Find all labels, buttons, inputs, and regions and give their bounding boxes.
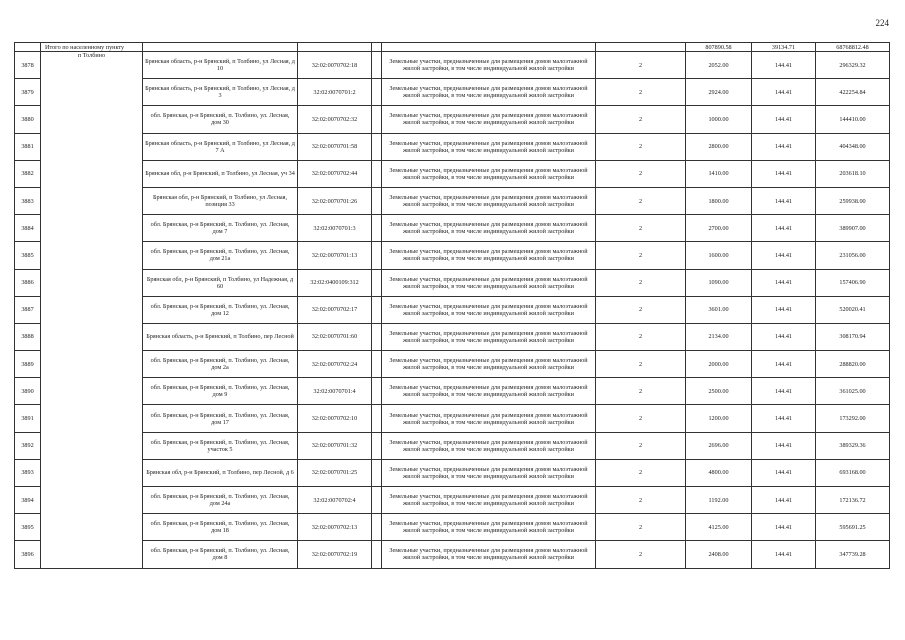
cadastral-number: 32:02:0070702:32 xyxy=(298,106,372,133)
land-purpose: Земельные участки, предназначенные для размещения домов малоэтажной жилой застройки, в том числе индивидуальной жилой застройки xyxy=(382,296,596,323)
gap-cell xyxy=(372,323,382,350)
cadastral-value: 172136.72 xyxy=(816,487,890,514)
address-cell: Брянская область, р-н Брянский, п Толбино, ул Лесная, д 3 xyxy=(143,79,298,106)
cadastral-value: 595691.25 xyxy=(816,514,890,541)
address-cell: Брянская обл, р-н Брянский, п Толбино, пер Лесной, д 6 xyxy=(143,459,298,486)
gap-cell xyxy=(372,79,382,106)
address-cell: обл. Брянская, р-н Брянский, п. Толбино, ул. Лесная, дом 7 xyxy=(143,215,298,242)
category-code: 2 xyxy=(596,269,686,296)
area-value: 1600.00 xyxy=(686,242,752,269)
row-number: 3896 xyxy=(15,541,41,568)
settlement-cell xyxy=(41,405,143,432)
specific-value: 144.41 xyxy=(752,133,816,160)
category-code: 2 xyxy=(596,459,686,486)
settlement-cell xyxy=(41,378,143,405)
cadastral-value: 296329.32 xyxy=(816,52,890,79)
cadastral-number: 32:02:0070702:17 xyxy=(298,296,372,323)
settlement-cell xyxy=(41,106,143,133)
category-code: 2 xyxy=(596,160,686,187)
address-cell: обл. Брянская, р-н Брянский, п. Толбино, ул. Лесная, дом 21а xyxy=(143,242,298,269)
total-rate: 39134.71 xyxy=(752,43,816,52)
settlement-cell xyxy=(41,514,143,541)
specific-value: 144.41 xyxy=(752,351,816,378)
gap-cell xyxy=(372,432,382,459)
category-code: 2 xyxy=(596,52,686,79)
category-code: 2 xyxy=(596,242,686,269)
land-purpose: Земельные участки, предназначенные для размещения домов малоэтажной жилой застройки, в том числе индивидуальной жилой застройки xyxy=(382,323,596,350)
page-number: 224 xyxy=(875,18,889,28)
land-purpose: Земельные участки, предназначенные для размещения домов малоэтажной жилой застройки, в том числе индивидуальной жилой застройки xyxy=(382,52,596,79)
row-number: 3885 xyxy=(15,242,41,269)
area-value: 2800.00 xyxy=(686,133,752,160)
address-cell: Брянская область, р-н Брянский, п Толбино, ул Лесная, д 7 А xyxy=(143,133,298,160)
specific-value: 144.41 xyxy=(752,160,816,187)
category-code: 2 xyxy=(596,378,686,405)
table-row xyxy=(15,405,890,432)
land-purpose: Земельные участки, предназначенные для размещения домов малоэтажной жилой застройки, в том числе индивидуальной жилой застройки xyxy=(382,215,596,242)
row-number: 3879 xyxy=(15,79,41,106)
cadastral-number: 32:02:0070701:26 xyxy=(298,187,372,214)
specific-value: 144.41 xyxy=(752,405,816,432)
table-row xyxy=(15,52,890,79)
table-body xyxy=(15,43,890,569)
specific-value: 144.41 xyxy=(752,79,816,106)
table-row xyxy=(15,160,890,187)
total-num-cell xyxy=(15,43,41,52)
settlement-cell: п Толбино xyxy=(41,52,143,79)
area-value: 1410.00 xyxy=(686,160,752,187)
gap-cell xyxy=(372,378,382,405)
cadastral-value: 520020.41 xyxy=(816,296,890,323)
land-purpose: Земельные участки, предназначенные для размещения домов малоэтажной жилой застройки, в том числе индивидуальной жилой застройки xyxy=(382,133,596,160)
specific-value: 144.41 xyxy=(752,323,816,350)
gap-cell xyxy=(372,215,382,242)
gap-cell xyxy=(372,296,382,323)
settlement-cell xyxy=(41,459,143,486)
total-gap-cell xyxy=(372,43,382,52)
gap-cell xyxy=(372,52,382,79)
cadastral-value: 693168.00 xyxy=(816,459,890,486)
cadastral-number: 32:02:0070701:60 xyxy=(298,323,372,350)
cadastral-value: 389907.00 xyxy=(816,215,890,242)
total-row xyxy=(15,43,890,52)
settlement-cell xyxy=(41,160,143,187)
cadastral-value: 259938.00 xyxy=(816,187,890,214)
land-purpose: Земельные участки, предназначенные для размещения домов малоэтажной жилой застройки, в том числе индивидуальной жилой застройки xyxy=(382,378,596,405)
area-value: 2134.00 xyxy=(686,323,752,350)
settlement-cell xyxy=(41,79,143,106)
land-purpose: Земельные участки, предназначенные для размещения домов малоэтажной жилой застройки, в том числе индивидуальной жилой застройки xyxy=(382,269,596,296)
row-number: 3890 xyxy=(15,378,41,405)
row-number: 3878 xyxy=(15,52,41,79)
area-value: 2696.00 xyxy=(686,432,752,459)
total-area: 807890.58 xyxy=(686,43,752,52)
gap-cell xyxy=(372,242,382,269)
cadastral-number: 32:02:0070701:4 xyxy=(298,378,372,405)
total-category-cell xyxy=(596,43,686,52)
specific-value: 144.41 xyxy=(752,269,816,296)
category-code: 2 xyxy=(596,487,686,514)
row-number: 3894 xyxy=(15,487,41,514)
specific-value: 144.41 xyxy=(752,459,816,486)
settlement-cell xyxy=(41,215,143,242)
table-row xyxy=(15,242,890,269)
row-number: 3888 xyxy=(15,323,41,350)
cadastral-number: 32:02:0070701:13 xyxy=(298,242,372,269)
address-cell: обл. Брянская, р-н Брянский, п. Толбино, ул. Лесная, дом 18 xyxy=(143,514,298,541)
land-purpose: Земельные участки, предназначенные для размещения домов малоэтажной жилой застройки, в том числе индивидуальной жилой застройки xyxy=(382,487,596,514)
cadastral-number: 32:02:0070701:32 xyxy=(298,432,372,459)
settlement-cell xyxy=(41,432,143,459)
row-number: 3883 xyxy=(15,187,41,214)
settlement-cell xyxy=(41,296,143,323)
category-code: 2 xyxy=(596,187,686,214)
cadastral-value: 404348.00 xyxy=(816,133,890,160)
area-value: 2000.00 xyxy=(686,351,752,378)
land-purpose: Земельные участки, предназначенные для размещения домов малоэтажной жилой застройки, в том числе индивидуальной жилой застройки xyxy=(382,459,596,486)
settlement-cell xyxy=(41,269,143,296)
address-cell: обл. Брянская, р-н Брянский, п. Толбино, ул. Лесная, дом 9 xyxy=(143,378,298,405)
category-code: 2 xyxy=(596,215,686,242)
cadastral-value: 157406.90 xyxy=(816,269,890,296)
area-value: 1200.00 xyxy=(686,405,752,432)
cadastral-number: 32:02:0070701:3 xyxy=(298,215,372,242)
cadastral-value: 231056.00 xyxy=(816,242,890,269)
specific-value: 144.41 xyxy=(752,432,816,459)
category-code: 2 xyxy=(596,514,686,541)
category-code: 2 xyxy=(596,405,686,432)
specific-value: 144.41 xyxy=(752,215,816,242)
address-cell: обл. Брянская, р-н Брянский, п. Толбино, ул. Лесная, дом 24а xyxy=(143,487,298,514)
total-cadastral-cell xyxy=(298,43,372,52)
table-row xyxy=(15,514,890,541)
row-number: 3887 xyxy=(15,296,41,323)
area-value: 4125.00 xyxy=(686,514,752,541)
cadastral-number: 32:02:0070702:24 xyxy=(298,351,372,378)
cadastral-number: 32:02:0070701:58 xyxy=(298,133,372,160)
category-code: 2 xyxy=(596,106,686,133)
cadastral-value-table xyxy=(14,42,890,569)
address-cell: обл. Брянская, р-н Брянский, п. Толбино, ул. Лесная, участок 5 xyxy=(143,432,298,459)
gap-cell xyxy=(372,459,382,486)
settlement-cell xyxy=(41,487,143,514)
table-row xyxy=(15,133,890,160)
land-purpose: Земельные участки, предназначенные для размещения домов малоэтажной жилой застройки, в том числе индивидуальной жилой застройки xyxy=(382,541,596,568)
cadastral-value: 422254.84 xyxy=(816,79,890,106)
table-row xyxy=(15,541,890,568)
area-value: 1192.00 xyxy=(686,487,752,514)
address-cell: обл. Брянская, р-н Брянский, п. Толбино, ул. Лесная, дом 8 xyxy=(143,541,298,568)
table-row xyxy=(15,459,890,486)
cadastral-number: 32:02:0070702:4 xyxy=(298,487,372,514)
cadastral-value: 347739.28 xyxy=(816,541,890,568)
cadastral-value: 389329.36 xyxy=(816,432,890,459)
gap-cell xyxy=(372,405,382,432)
land-purpose: Земельные участки, предназначенные для размещения домов малоэтажной жилой застройки, в том числе индивидуальной жилой застройки xyxy=(382,514,596,541)
specific-value: 144.41 xyxy=(752,514,816,541)
area-value: 2500.00 xyxy=(686,378,752,405)
address-cell: обл. Брянская, р-н Брянский, п. Толбино, ул. Лесная, дом 30 xyxy=(143,106,298,133)
cadastral-value: 288820.00 xyxy=(816,351,890,378)
total-purpose-cell xyxy=(382,43,596,52)
land-purpose: Земельные участки, предназначенные для размещения домов малоэтажной жилой застройки, в том числе индивидуальной жилой застройки xyxy=(382,187,596,214)
area-value: 1800.00 xyxy=(686,187,752,214)
land-purpose: Земельные участки, предназначенные для размещения домов малоэтажной жилой застройки, в том числе индивидуальной жилой застройки xyxy=(382,106,596,133)
gap-cell xyxy=(372,269,382,296)
row-number: 3880 xyxy=(15,106,41,133)
table-row xyxy=(15,487,890,514)
table-row xyxy=(15,215,890,242)
address-cell: Брянская область, р-н Брянский, п Толбино, ул Лесная, д 10 xyxy=(143,52,298,79)
row-number: 3891 xyxy=(15,405,41,432)
gap-cell xyxy=(372,187,382,214)
gap-cell xyxy=(372,541,382,568)
settlement-cell xyxy=(41,242,143,269)
category-code: 2 xyxy=(596,541,686,568)
category-code: 2 xyxy=(596,351,686,378)
gap-cell xyxy=(372,160,382,187)
specific-value: 144.41 xyxy=(752,541,816,568)
area-value: 3601.00 xyxy=(686,296,752,323)
total-address-cell xyxy=(143,43,298,52)
row-number: 3881 xyxy=(15,133,41,160)
address-cell: Брянская обл, р-н Брянский, п Толбино, ул Надежная, д 60 xyxy=(143,269,298,296)
address-cell: обл. Брянская, р-н Брянский, п. Толбино, ул. Лесная, дом 12 xyxy=(143,296,298,323)
address-cell: Брянская обл, р-н Брянский, п Толбино, ул Лесная, позиция 33 xyxy=(143,187,298,214)
row-number: 3886 xyxy=(15,269,41,296)
area-value: 2700.00 xyxy=(686,215,752,242)
settlement-cell xyxy=(41,351,143,378)
row-number: 3882 xyxy=(15,160,41,187)
specific-value: 144.41 xyxy=(752,242,816,269)
gap-cell xyxy=(372,133,382,160)
settlement-cell xyxy=(41,133,143,160)
area-value: 2924.00 xyxy=(686,79,752,106)
table-row xyxy=(15,187,890,214)
table-row xyxy=(15,323,890,350)
table-row xyxy=(15,106,890,133)
category-code: 2 xyxy=(596,296,686,323)
cadastral-number: 32:02:0070701:2 xyxy=(298,79,372,106)
category-code: 2 xyxy=(596,133,686,160)
cadastral-number: 32:02:0400109:312 xyxy=(298,269,372,296)
table-row xyxy=(15,79,890,106)
land-purpose: Земельные участки, предназначенные для размещения домов малоэтажной жилой застройки, в том числе индивидуальной жилой застройки xyxy=(382,79,596,106)
gap-cell xyxy=(372,351,382,378)
land-purpose: Земельные участки, предназначенные для размещения домов малоэтажной жилой застройки, в том числе индивидуальной жилой застройки xyxy=(382,160,596,187)
land-purpose: Земельные участки, предназначенные для размещения домов малоэтажной жилой застройки, в том числе индивидуальной жилой застройки xyxy=(382,242,596,269)
land-purpose: Земельные участки, предназначенные для размещения домов малоэтажной жилой застройки, в том числе индивидуальной жилой застройки xyxy=(382,351,596,378)
cadastral-value: 361025.00 xyxy=(816,378,890,405)
area-value: 2052.00 xyxy=(686,52,752,79)
cadastral-number: 32:02:0070701:25 xyxy=(298,459,372,486)
address-cell: Брянская область, р-н Брянский, п Толбино, пер Лесной xyxy=(143,323,298,350)
settlement-cell xyxy=(41,323,143,350)
cadastral-number: 32:02:0070702:44 xyxy=(298,160,372,187)
area-value: 1000.00 xyxy=(686,106,752,133)
category-code: 2 xyxy=(596,79,686,106)
row-number: 3893 xyxy=(15,459,41,486)
row-number: 3892 xyxy=(15,432,41,459)
gap-cell xyxy=(372,487,382,514)
cadastral-number: 32:02:0070702:13 xyxy=(298,514,372,541)
cadastral-number: 32:02:0070702:18 xyxy=(298,52,372,79)
category-code: 2 xyxy=(596,432,686,459)
area-value: 2408.00 xyxy=(686,541,752,568)
land-purpose: Земельные участки, предназначенные для размещения домов малоэтажной жилой застройки, в том числе индивидуальной жилой застройки xyxy=(382,405,596,432)
cadastral-value: 308170.94 xyxy=(816,323,890,350)
area-value: 4800.00 xyxy=(686,459,752,486)
specific-value: 144.41 xyxy=(752,296,816,323)
table-row xyxy=(15,378,890,405)
specific-value: 144.41 xyxy=(752,52,816,79)
cadastral-value: 173292.00 xyxy=(816,405,890,432)
settlement-cell xyxy=(41,541,143,568)
table-row xyxy=(15,269,890,296)
specific-value: 144.41 xyxy=(752,106,816,133)
land-purpose: Земельные участки, предназначенные для размещения домов малоэтажной жилой застройки, в том числе индивидуальной жилой застройки xyxy=(382,432,596,459)
address-cell: обл. Брянская, р-н Брянский, п. Толбино, ул. Лесная, дом 17 xyxy=(143,405,298,432)
address-cell: Брянская обл, р-н Брянский, п Толбино, ул Лесная, уч 34 xyxy=(143,160,298,187)
address-cell: обл. Брянская, р-н Брянский, п. Толбино, ул. Лесная, дом 2а xyxy=(143,351,298,378)
cadastral-value: 203618.10 xyxy=(816,160,890,187)
specific-value: 144.41 xyxy=(752,187,816,214)
gap-cell xyxy=(372,514,382,541)
settlement-cell xyxy=(41,187,143,214)
row-number: 3884 xyxy=(15,215,41,242)
specific-value: 144.41 xyxy=(752,487,816,514)
area-value: 1090.00 xyxy=(686,269,752,296)
total-label: Итого по населенному пункту xyxy=(41,43,143,52)
row-number: 3889 xyxy=(15,351,41,378)
category-code: 2 xyxy=(596,323,686,350)
cadastral-number: 32:02:0070702:19 xyxy=(298,541,372,568)
table-row xyxy=(15,351,890,378)
total-value: 68768812.48 xyxy=(816,43,890,52)
specific-value: 144.41 xyxy=(752,378,816,405)
gap-cell xyxy=(372,106,382,133)
table-row xyxy=(15,296,890,323)
table-row xyxy=(15,432,890,459)
cadastral-number: 32:02:0070702:10 xyxy=(298,405,372,432)
cadastral-value: 144410.00 xyxy=(816,106,890,133)
row-number: 3895 xyxy=(15,514,41,541)
